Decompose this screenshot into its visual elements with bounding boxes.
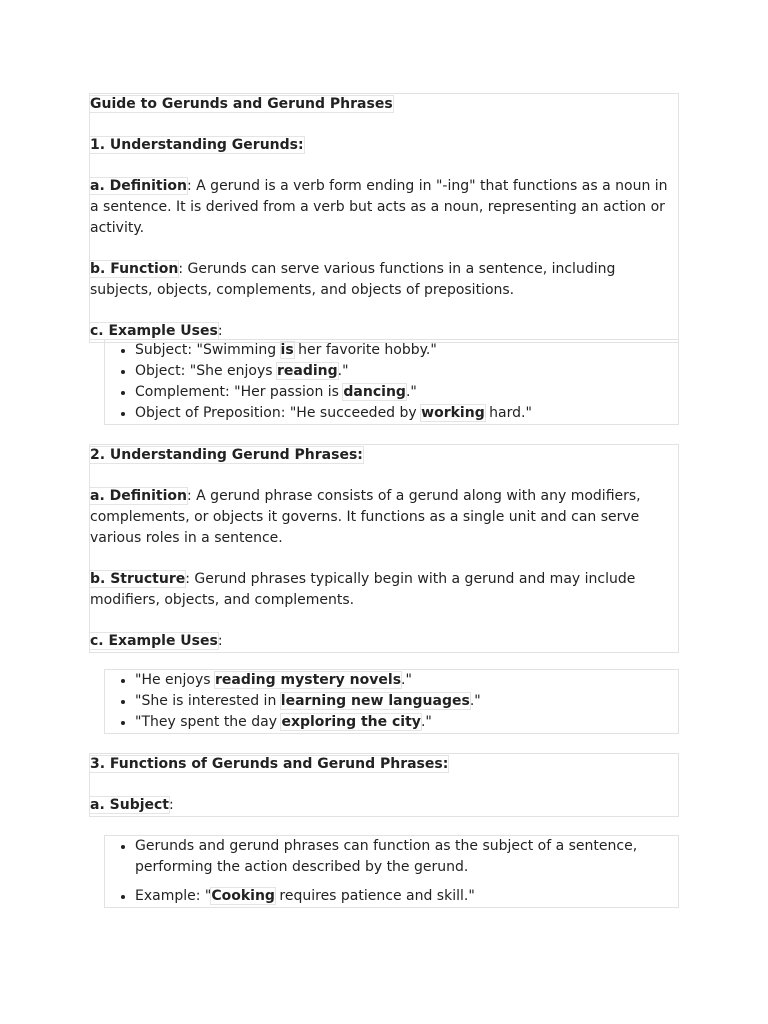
subject-function-list bbox=[104, 835, 679, 908]
list-item: • "She is interested in learning new languages." bbox=[135, 691, 678, 712]
list-item: • Subject: "Swimming is her favorite hobby." bbox=[135, 340, 678, 361]
list-item: • Example: "Cooking requires patience and skill." bbox=[135, 886, 678, 907]
example-uses-label: c. Example Uses bbox=[90, 633, 218, 649]
section-heading: 3. Functions of Gerunds and Gerund Phrases: bbox=[90, 756, 449, 772]
section-functions bbox=[89, 753, 679, 817]
example-uses-label-line: c. Example Uses: bbox=[90, 633, 223, 649]
definition-paragraph bbox=[90, 176, 678, 239]
list-item: • Object of Preposition: "He succeeded by working hard." bbox=[135, 403, 678, 424]
definition-text: : A gerund phrase consists of a gerund along with any modifiers, complements, or objects it governs. It functions as a single unit and can serve various roles in a sentence. bbox=[90, 488, 641, 546]
structure-text: : Gerund phrases typically begin with a gerund and may include modifiers, objects, and complements. bbox=[90, 571, 636, 608]
definition-label: a. Definition bbox=[90, 488, 187, 504]
list-item: • Gerunds and gerund phrases can function as the subject of a sentence, performing the action described by the gerund. bbox=[135, 836, 678, 878]
document-title: Guide to Gerunds and Gerund Phrases bbox=[90, 96, 393, 112]
example-uses-label-line: c. Example Uses: bbox=[90, 323, 223, 339]
list-item: • Complement: "Her passion is dancing." bbox=[135, 382, 678, 403]
list-item: • "He enjoys reading mystery novels." bbox=[135, 670, 678, 691]
example-uses-label: c. Example Uses bbox=[90, 323, 218, 339]
gerund-examples-list bbox=[104, 339, 679, 425]
list-item: • "They spent the day exploring the city." bbox=[135, 712, 678, 733]
section-understanding-gerunds bbox=[89, 93, 679, 343]
gerund-phrase-examples-list bbox=[104, 669, 679, 734]
structure-paragraph bbox=[90, 569, 678, 611]
definition-label: a. Definition bbox=[90, 178, 187, 194]
section-heading: 1. Understanding Gerunds: bbox=[90, 137, 304, 153]
structure-label: b. Structure bbox=[90, 571, 186, 587]
function-paragraph bbox=[90, 259, 678, 301]
function-text: : Gerunds can serve various functions in a sentence, including subjects, objects, complements, and objects of prepositions. bbox=[90, 261, 616, 298]
list-item: • Object: "She enjoys reading." bbox=[135, 361, 678, 382]
subject-label-line: a. Subject: bbox=[90, 797, 174, 813]
function-label: b. Function bbox=[90, 261, 179, 277]
definition-paragraph bbox=[90, 486, 678, 549]
section-understanding-gerund-phrases bbox=[89, 444, 679, 653]
section-heading: 2. Understanding Gerund Phrases: bbox=[90, 447, 363, 463]
subject-label: a. Subject bbox=[90, 797, 169, 813]
definition-text: : A gerund is a verb form ending in "-ing" that functions as a noun in a sentence. It is derived from a verb but acts as a noun, representing an action or activity. bbox=[90, 178, 668, 236]
